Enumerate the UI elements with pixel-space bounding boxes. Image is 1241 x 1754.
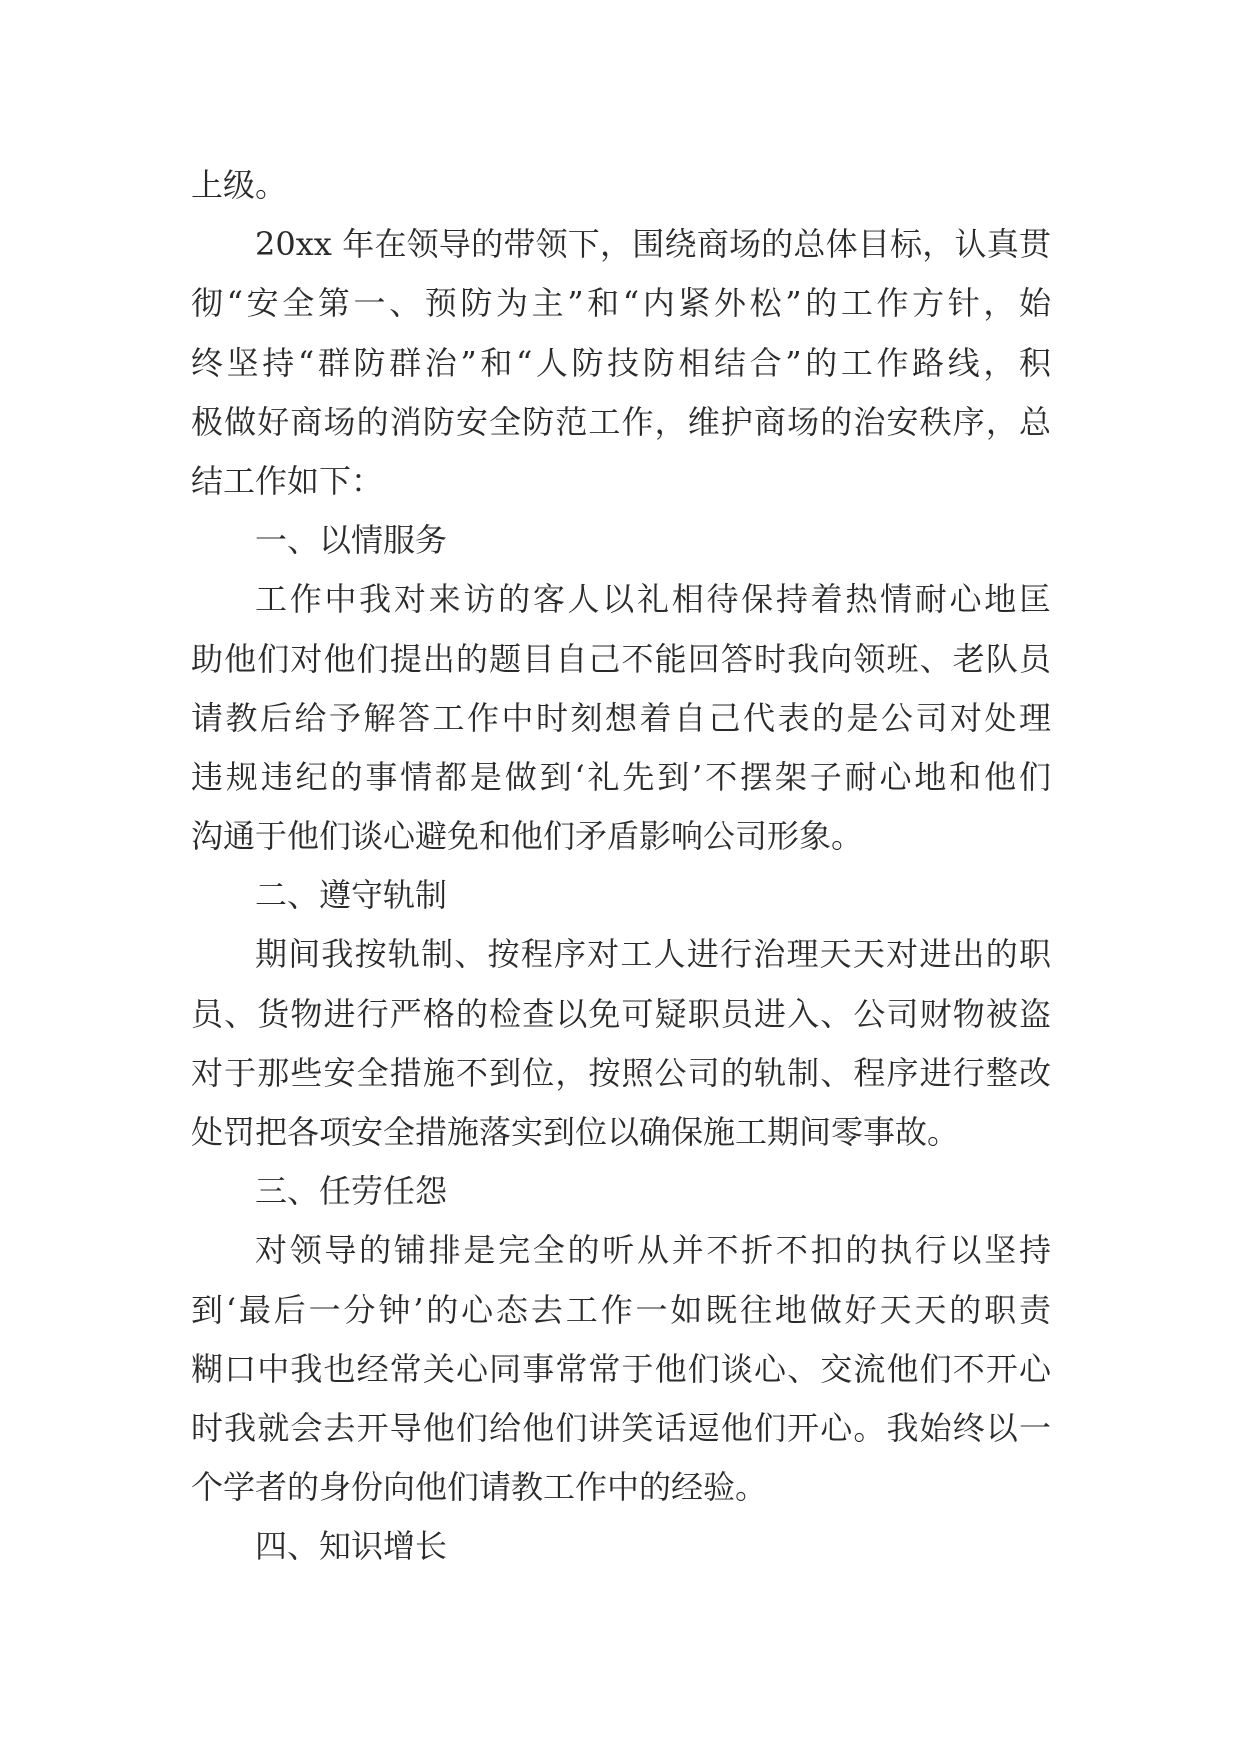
paragraph-line: 助他们对他们提出的题目自己不能回答时我向领班、老队员 bbox=[191, 639, 1051, 678]
paragraph-line: 彻“安全第一、预防为主”和“内紧外松”的工作方针，始 bbox=[191, 284, 1051, 323]
document-body bbox=[191, 156, 1051, 1577]
paragraph-line: 沟通于他们谈心避免和他们矛盾影响公司形象。 bbox=[191, 817, 864, 856]
paragraph-line: 工作中我对来访的客人以礼相待保持着热情耐心地匡 bbox=[255, 580, 1051, 619]
section-heading: 三、任劳任怨 bbox=[255, 1172, 448, 1211]
paragraph-line: 对领导的铺排是完全的听从并不折不扣的执行以坚持 bbox=[255, 1231, 1051, 1270]
section-heading: 四、知识增长 bbox=[255, 1527, 448, 1566]
paragraph-line: 处罚把各项安全措施落实到位以确保施工期间零事故。 bbox=[191, 1113, 960, 1151]
paragraph-line: 糊口中我也经常关心同事常常于他们谈心、交流他们不开心 bbox=[191, 1349, 1051, 1388]
paragraph-line: 极做好商场的消防安全防范工作，维护商场的治安秩序，总 bbox=[191, 402, 1051, 441]
paragraph-line: 20xx 年在领导的带领下，围绕商场的总体目标，认真贯 bbox=[255, 225, 1051, 264]
section-heading: 二、遵守轨制 bbox=[255, 876, 448, 915]
paragraph-line: 结工作如下： bbox=[191, 461, 384, 500]
paragraph-line: 终坚持“群防群治”和“人防技防相结合”的工作路线，积 bbox=[191, 343, 1051, 382]
paragraph-line: 对于那些安全措施不到位，按照公司的轨制、程序进行整改 bbox=[191, 1053, 1051, 1092]
paragraph-line: 个学者的身份向他们请教工作中的经验。 bbox=[191, 1468, 768, 1507]
paragraph-line: 请教后给予解答工作中时刻想着自己代表的是公司对处理 bbox=[191, 698, 1051, 737]
paragraph-line: 上级。 bbox=[191, 166, 288, 204]
paragraph-line: 期间我按轨制、按程序对工人进行治理天天对进出的职 bbox=[255, 935, 1051, 974]
section-heading: 一、以情服务 bbox=[255, 521, 448, 560]
paragraph-line: 违规违纪的事情都是做到‘礼先到’不摆架子耐心地和他们 bbox=[191, 757, 1051, 796]
paragraph-line: 到‘最后一分钟’的心态去工作一如既往地做好天天的职责 bbox=[191, 1290, 1051, 1329]
paragraph-line: 员、货物进行严格的检查以免可疑职员进入、公司财物被盗 bbox=[191, 994, 1051, 1033]
paragraph-line: 时我就会去开导他们给他们讲笑话逗他们开心。我始终以一 bbox=[191, 1408, 1051, 1447]
